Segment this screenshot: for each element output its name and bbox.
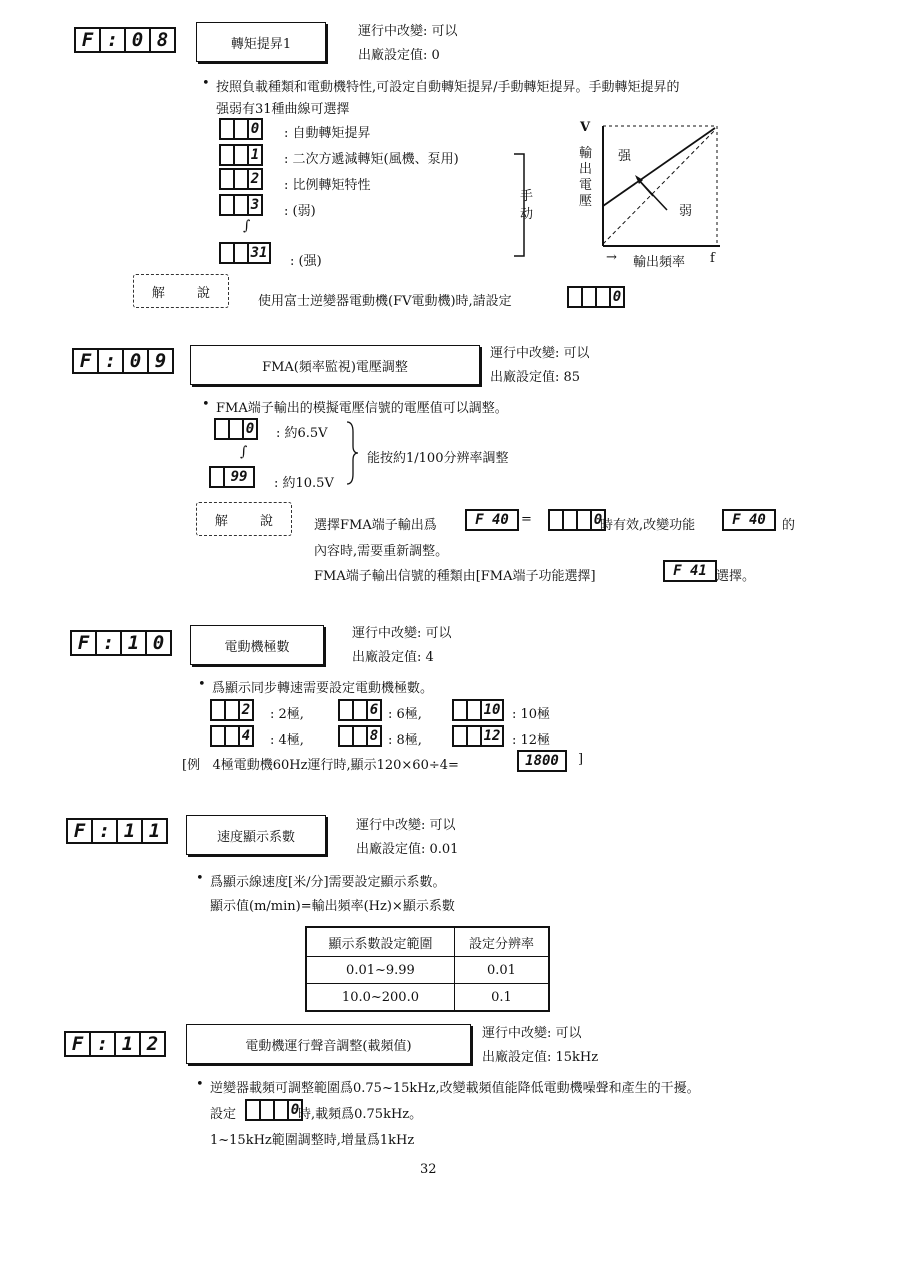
page-number: 32	[420, 1162, 437, 1177]
f112-line2: 設定	[210, 1107, 237, 1122]
f108-desc-line2: 强弱有31種曲線可選擇	[216, 102, 350, 117]
graph-f-label: f	[710, 251, 715, 266]
f111-meta: 運行中改變: 可以 出廠設定值: 0.01	[356, 818, 459, 857]
code-digit: 8	[156, 28, 169, 51]
f108-code-display	[74, 27, 176, 53]
f112-code: 0	[245, 1099, 303, 1121]
graph-strong-label: 强	[618, 149, 632, 164]
vf-graph	[575, 118, 735, 268]
f110-opt-code: 6	[338, 699, 382, 721]
f112-line3: 1~15kHz範圍調整時,增量爲1kHz	[210, 1133, 415, 1148]
f110-opt-code: 10	[452, 699, 504, 721]
f109-note-text: 的	[782, 518, 796, 533]
f109-title: FMA(頻率監視)電壓調整	[190, 345, 480, 385]
graph-y-label: 輸 出 電 壓	[579, 146, 593, 209]
strong-line	[603, 128, 715, 206]
f108-opt-code: 0	[219, 118, 263, 140]
f109-brace	[345, 420, 359, 486]
f108-title: 轉矩提昇1	[196, 22, 326, 62]
f109-note-text: 選擇FMA端子輸出爲	[314, 518, 437, 533]
f112-desc: • 逆變器載頻可調整範圍爲0.75~15kHz,改變載頻值能降低電動機噪聲和產生的干擾。	[210, 1077, 700, 1096]
f110-opt-text: : 2極,	[270, 707, 304, 722]
f111-table	[305, 926, 550, 1012]
table-row: 10.0~200.0 0.1	[306, 984, 549, 1012]
f110-code-display: F : 1 0	[70, 630, 172, 656]
f111-code-display: F : 1 1	[66, 818, 168, 844]
f108-meta	[358, 20, 458, 68]
f108-note-code: 0	[567, 286, 625, 308]
f110-meta: 運行中改變: 可以 出廠設定值: 4	[352, 626, 452, 665]
equals-sign: =	[521, 512, 532, 527]
f110-opt-code: 8	[338, 725, 382, 747]
f110-opt-code: 2	[210, 699, 254, 721]
code-digit: F	[76, 29, 101, 51]
graph-weak-label: 弱	[679, 204, 693, 219]
f108-note-label: 解 說	[133, 274, 229, 308]
f109-meta: 運行中改變: 可以 出廠設定值: 85	[490, 346, 590, 385]
code-digit: 0	[126, 29, 151, 51]
code-digit: :	[101, 29, 126, 51]
f110-opt-code: 4	[210, 725, 254, 747]
f109-note-code: F 41	[663, 560, 717, 582]
f109-note-code: F 40	[465, 509, 519, 531]
f108-opt-text: : 二次方遞減轉矩(風機、泵用)	[284, 152, 459, 167]
f109-opt-code: 0	[214, 418, 258, 440]
f109-opt-text: : 約10.5V	[274, 476, 334, 491]
continuation-mark: ∫	[243, 218, 251, 234]
f110-opt-text: : 6極,	[388, 707, 422, 722]
f108-opt-code: 3	[219, 194, 263, 216]
f109-note-code: F 40	[722, 509, 776, 531]
f110-opt-text: : 4極,	[270, 733, 304, 748]
graph-x-label: 輸出頻率	[633, 255, 686, 270]
f110-opt-code: 12	[452, 725, 504, 747]
f110-example-end: ]	[578, 752, 584, 767]
f111-formula: 顯示值(m/min)=輸出頻率(Hz)×顯示系數	[210, 899, 455, 914]
manual-label: 手 动	[520, 189, 534, 222]
f108-opt-text: : (弱)	[284, 204, 316, 219]
f110-title: 電動機極數	[190, 625, 324, 665]
f110-desc: • 爲顯示同步轉速需要設定電動機極數。	[212, 677, 433, 696]
f112-code-display: F : 1 2	[64, 1031, 166, 1057]
f110-opt-text: : 8極,	[388, 733, 422, 748]
meta-default: 出廠設定值: 0	[358, 48, 440, 63]
f109-brace-text: 能按約1/100分辨率調整	[367, 451, 509, 466]
f108-opt-text: : 自動轉矩提昇	[284, 126, 371, 141]
f112-line2: 時,載頻爲0.75kHz。	[298, 1107, 423, 1122]
f108-opt-text: : 比例轉矩特性	[284, 178, 371, 193]
f110-example: [例 4極電動機60Hz運行時,顯示120×60÷4=	[182, 758, 459, 773]
graph-v-label: V	[580, 120, 591, 135]
f108-note-text: 使用富士逆變器電動機(FV電動機)時,請設定	[258, 294, 512, 309]
f109-note-text: 選擇。	[716, 569, 756, 584]
f112-title: 電動機運行聲音調整(載頻值)	[186, 1024, 471, 1064]
f109-desc: • FMA端子輸出的模擬電壓信號的電壓值可以調整。	[216, 397, 508, 416]
f109-note-label: 解 說	[196, 502, 292, 536]
table-row: 0.01~9.99 0.01	[306, 957, 549, 984]
f108-opt-code: 31	[219, 242, 271, 264]
f109-code-display: F : 0 9	[72, 348, 174, 374]
f108-desc-line1: • 按照負載種類和電動機特性,可設定自動轉矩提昇/手動轉矩提昇。手動轉矩提昇的	[216, 76, 680, 95]
continuation-mark: ∫	[240, 444, 248, 460]
f111-title: 速度顯示系數	[186, 815, 326, 855]
f110-example-code: 1800	[517, 750, 567, 772]
f109-opt-text: : 約6.5V	[276, 426, 328, 441]
f108-opt-text: : (强)	[290, 254, 322, 269]
f111-desc: • 爲顯示線速度[米/分]需要設定顯示系數。	[210, 871, 446, 890]
f108-opt-code: 2	[219, 168, 263, 190]
f110-opt-text: : 12極	[512, 733, 551, 748]
f109-note-text: FMA端子輸出信號的種類由[FMA端子功能選擇]	[314, 569, 596, 584]
table-header-row: 顯示系數設定範圍 設定分辨率	[306, 927, 549, 957]
f108-opt-code: 1	[219, 144, 263, 166]
f112-meta: 運行中改變: 可以 出廠設定值: 15kHz	[482, 1026, 599, 1065]
f109-note-text: 內容時,需要重新調整。	[314, 544, 449, 559]
f109-note-text: 時有效,改變功能	[600, 518, 696, 533]
graph-arrow: →	[606, 250, 617, 265]
f110-opt-text: : 10極	[512, 707, 551, 722]
meta-change: 運行中改變: 可以	[358, 24, 458, 39]
f109-opt-code: 99	[209, 466, 255, 488]
f109-note-code: 0	[548, 509, 606, 531]
